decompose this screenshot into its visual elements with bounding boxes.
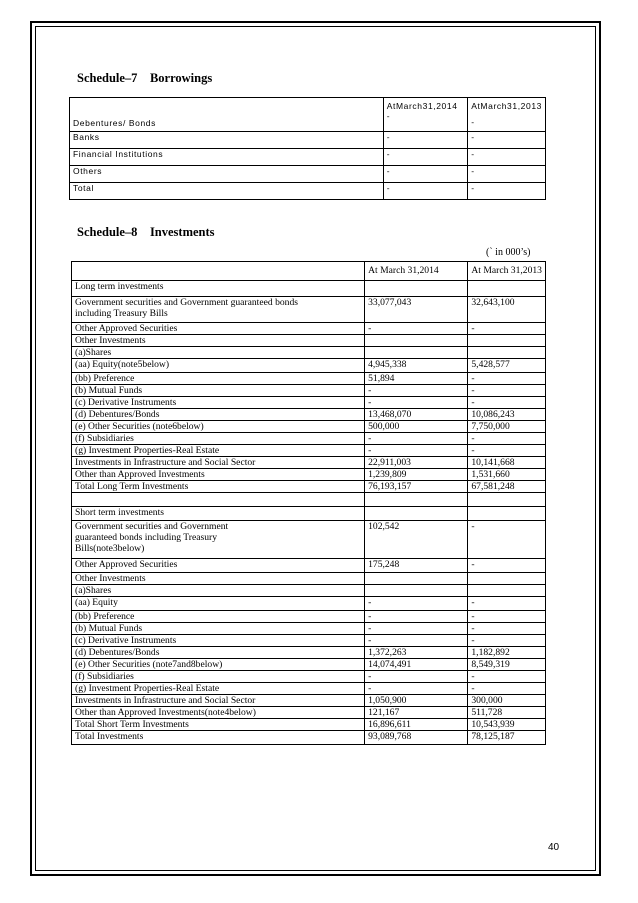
row-value-2014: 33,077,043	[365, 297, 468, 323]
row-value-2013	[468, 347, 546, 359]
row-value-2014: -	[383, 183, 467, 200]
row-value-2013: -	[468, 323, 546, 335]
unit-label: (` in 000’s)	[486, 247, 531, 258]
row-label: Government securities and Government guaranteed bonds including Treasury Bills	[72, 297, 365, 323]
row-value-2013: -	[468, 635, 546, 647]
row-value-2014: -	[383, 166, 467, 183]
row-value-2013: -	[468, 397, 546, 409]
row-value-2014: -	[365, 433, 468, 445]
row-value-2013: 1,182,892	[468, 647, 546, 659]
table-row	[72, 671, 546, 683]
row-value-2014: -	[386, 111, 391, 121]
row-value-2014: -	[383, 149, 467, 166]
row-label: Total Long Term Investments	[72, 481, 365, 493]
row-label: Total	[70, 183, 384, 200]
row-label: (a)Shares	[72, 347, 365, 359]
row-value-2014: -	[365, 683, 468, 695]
row-value-2013: -	[468, 521, 546, 559]
table-row	[72, 335, 546, 347]
table-row	[72, 521, 546, 559]
row-value-2013: -	[468, 623, 546, 635]
row-value-2014: 14,074,491	[365, 659, 468, 671]
row-value-2014: 1,050,900	[365, 695, 468, 707]
row-label: Government securities and Government guaranteed bonds including Treasury Bills(note3below)	[72, 521, 365, 559]
row-value-2014: 102,542	[365, 521, 468, 559]
row-label: Banks	[70, 132, 384, 149]
table-row	[72, 731, 546, 745]
row-value-2013: 32,643,100	[468, 297, 546, 323]
row-value-2013: 67,581,248	[468, 481, 546, 493]
row-value-2014: 76,193,157	[365, 481, 468, 493]
row-value-2014: 1,239,809	[365, 469, 468, 481]
col-header-2013: At March 31,2013	[468, 262, 546, 281]
row-value-2013: -	[468, 559, 546, 573]
row-label: Investments in Infrastructure and Social Sector	[72, 457, 365, 469]
table-header-row	[72, 262, 546, 281]
table-row	[70, 132, 546, 149]
row-label: Total Short Term Investments	[72, 719, 365, 731]
table-row	[72, 445, 546, 457]
row-label: (f) Subsidiaries	[72, 433, 365, 445]
row-label: (c) Derivative Instruments	[72, 635, 365, 647]
row-value-2013: 1,531,660	[468, 469, 546, 481]
header-blank	[72, 262, 365, 281]
row-value-2014: 500,000	[365, 421, 468, 433]
col-header-2014-cell	[383, 98, 467, 132]
table-row	[72, 493, 546, 507]
row-label: (aa) Equity(note5below)	[72, 359, 365, 373]
table-row	[72, 695, 546, 707]
table-row	[70, 183, 546, 200]
row-label: Other than Approved Investments(note4below)	[72, 707, 365, 719]
row-label: Other Approved Securities	[72, 559, 365, 573]
row-label: Long term investments	[72, 281, 365, 297]
row-label: Other than Approved Investments	[72, 469, 365, 481]
table-row	[72, 323, 546, 335]
row-value-2013: -	[468, 373, 546, 385]
row-value-2014: -	[365, 671, 468, 683]
col-header-2013-cell	[468, 98, 546, 132]
table-row	[72, 573, 546, 585]
table-row	[72, 281, 546, 297]
row-value-2014: 93,089,768	[365, 731, 468, 745]
table-row	[72, 611, 546, 623]
table-row	[72, 559, 546, 573]
table-row	[72, 597, 546, 611]
row-value-2014: 175,248	[365, 559, 468, 573]
row-value-2014: -	[365, 323, 468, 335]
row-value-2014: 16,896,611	[365, 719, 468, 731]
row-value-2013: 10,141,668	[468, 457, 546, 469]
row-value-2014	[365, 507, 468, 521]
row-value-2013: 78,125,187	[468, 731, 546, 745]
row-label: (d) Debentures/Bonds	[72, 409, 365, 421]
schedule7-title	[77, 71, 212, 86]
row-value-2014: -	[365, 623, 468, 635]
row-value-2013: -	[468, 671, 546, 683]
table-row	[70, 98, 546, 132]
row-value-2013: 300,000	[468, 695, 546, 707]
row-value-2013: -	[468, 611, 546, 623]
table-row	[72, 409, 546, 421]
row-label: (b) Mutual Funds	[72, 623, 365, 635]
row-value-2014: -	[365, 385, 468, 397]
row-value-2013: -	[471, 117, 475, 127]
row-label: Financial Institutions	[70, 149, 384, 166]
row-label: Total Investments	[72, 731, 365, 745]
table-row	[72, 359, 546, 373]
table-row	[72, 707, 546, 719]
table-row	[72, 623, 546, 635]
row-label: Other Investments	[72, 335, 365, 347]
row-value-2014: -	[365, 635, 468, 647]
table-row	[72, 347, 546, 359]
col-header-2014: At March 31,2014	[365, 262, 468, 281]
row-label: Debentures/ Bonds	[70, 98, 384, 132]
row-label: Investments in Infrastructure and Social Sector	[72, 695, 365, 707]
row-label: (d) Debentures/Bonds	[72, 647, 365, 659]
row-value-2014	[365, 281, 468, 297]
row-value-2013: -	[468, 683, 546, 695]
table-row	[70, 149, 546, 166]
row-label: (f) Subsidiaries	[72, 671, 365, 683]
table-row	[72, 507, 546, 521]
schedule8-number: Schedule–8	[77, 225, 138, 239]
table-row	[72, 719, 546, 731]
table-row	[72, 683, 546, 695]
row-value-2014: -	[365, 397, 468, 409]
row-value-2014: 1,372,263	[365, 647, 468, 659]
table-row	[72, 647, 546, 659]
row-value-2013	[468, 573, 546, 585]
row-value-2013	[468, 585, 546, 597]
schedule7-heading: Borrowings	[149, 71, 213, 85]
row-value-2013: 5,428,577	[468, 359, 546, 373]
col-header-2013: AtMarch31,2013	[471, 101, 542, 111]
row-value-2013: 10,543,939	[468, 719, 546, 731]
row-value-2014	[365, 585, 468, 597]
row-label: (a)Shares	[72, 585, 365, 597]
row-value-2014: 22,911,003	[365, 457, 468, 469]
borrowings-table	[69, 97, 546, 200]
row-value-2013: -	[468, 385, 546, 397]
row-label: Other Approved Securities	[72, 323, 365, 335]
page-number: 40	[548, 842, 560, 853]
row-value-2013: 511,728	[468, 707, 546, 719]
row-value-2013: -	[468, 445, 546, 457]
row-value-2013	[468, 493, 546, 507]
row-value-2013: -	[468, 433, 546, 445]
row-value-2013: -	[468, 597, 546, 611]
row-label: (g) Investment Properties-Real Estate	[72, 445, 365, 457]
table-row	[72, 297, 546, 323]
table-row	[72, 659, 546, 671]
row-label: (bb) Preference	[72, 373, 365, 385]
investments-table	[71, 261, 546, 745]
row-label: (e) Other Securities (note7and8below)	[72, 659, 365, 671]
row-label	[72, 493, 365, 507]
row-value-2013: -	[468, 183, 546, 200]
row-value-2014: 51,894	[365, 373, 468, 385]
row-label: Short term investments	[72, 507, 365, 521]
table-row	[72, 373, 546, 385]
row-value-2013	[468, 335, 546, 347]
table-row	[72, 421, 546, 433]
row-value-2013: 7,750,000	[468, 421, 546, 433]
row-value-2014	[365, 573, 468, 585]
row-value-2014: -	[365, 445, 468, 457]
row-value-2013: -	[468, 132, 546, 149]
row-label: (e) Other Securities (note6below)	[72, 421, 365, 433]
col-header-2014: AtMarch31,2014	[386, 101, 458, 111]
schedule7-number: Schedule–7	[77, 71, 138, 85]
row-label: (b) Mutual Funds	[72, 385, 365, 397]
table-row	[72, 585, 546, 597]
table-row	[70, 166, 546, 183]
row-value-2014: 121,167	[365, 707, 468, 719]
row-label: Others	[70, 166, 384, 183]
row-value-2014: -	[383, 132, 467, 149]
row-value-2014: 13,468,070	[365, 409, 468, 421]
table-row	[72, 481, 546, 493]
table-row	[72, 469, 546, 481]
row-value-2014: -	[365, 597, 468, 611]
row-value-2013: 10,086,243	[468, 409, 546, 421]
schedule8-title	[77, 225, 215, 240]
row-value-2013	[468, 507, 546, 521]
row-label: Other Investments	[72, 573, 365, 585]
row-label: (aa) Equity	[72, 597, 365, 611]
row-value-2014	[365, 493, 468, 507]
schedule8-heading: Investments	[149, 225, 215, 239]
row-value-2013: -	[468, 166, 546, 183]
row-label: (bb) Preference	[72, 611, 365, 623]
table-row	[72, 433, 546, 445]
table-row	[72, 385, 546, 397]
table-row	[72, 457, 546, 469]
row-value-2014: 4,945,338	[365, 359, 468, 373]
row-label: (c) Derivative Instruments	[72, 397, 365, 409]
row-value-2014	[365, 347, 468, 359]
row-value-2013: 8,549,319	[468, 659, 546, 671]
row-value-2014	[365, 335, 468, 347]
table-row	[72, 635, 546, 647]
row-value-2013	[468, 281, 546, 297]
table-row	[72, 397, 546, 409]
row-value-2013: -	[468, 149, 546, 166]
row-value-2014: -	[365, 611, 468, 623]
row-label: (g) Investment Properties-Real Estate	[72, 683, 365, 695]
